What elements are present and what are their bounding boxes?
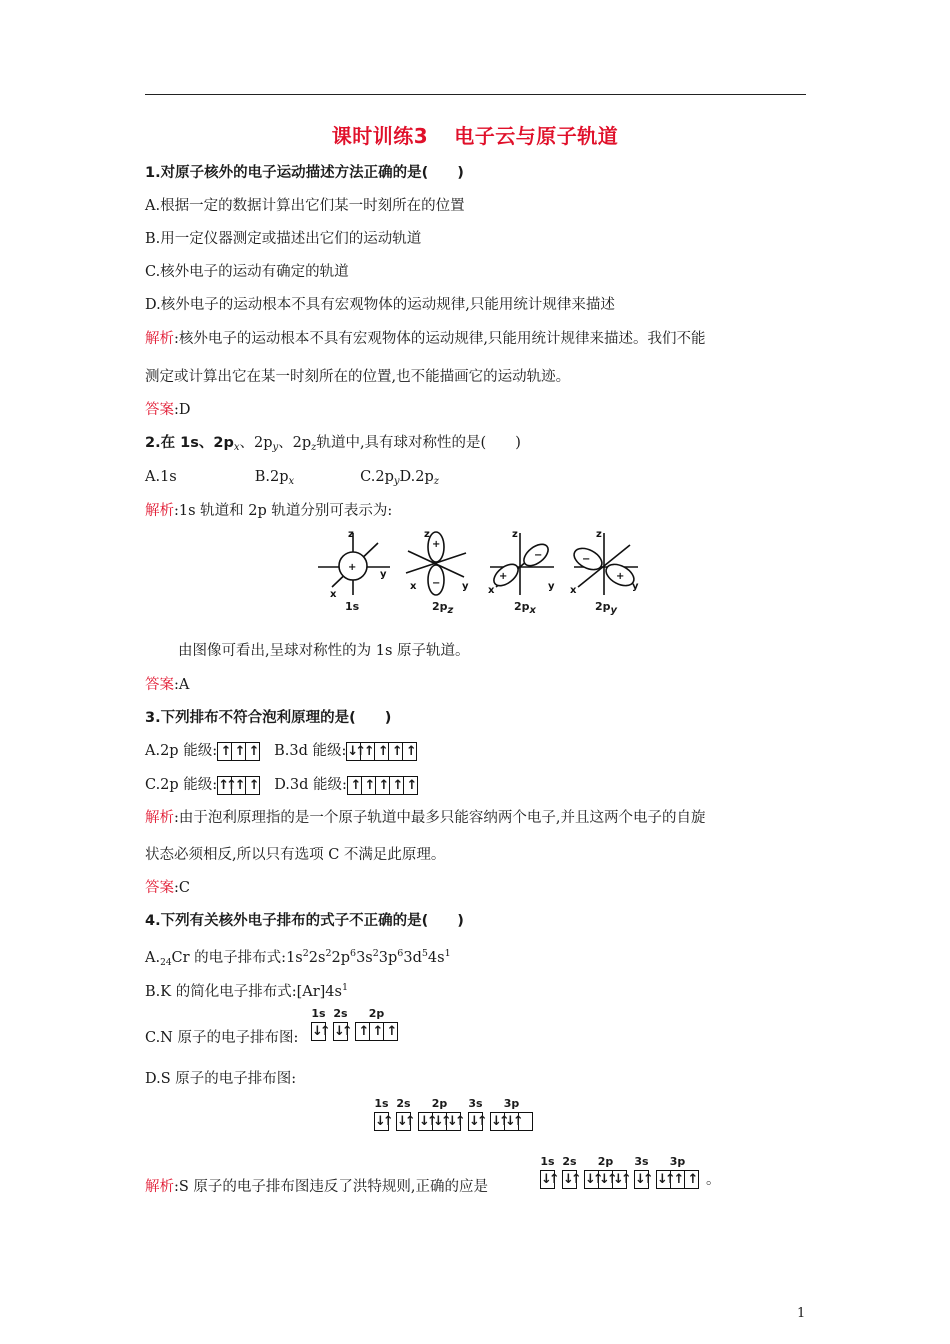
q3-options-cd — [145, 775, 418, 795]
q4-option-a: $A._{24}Cr$ 的电子排布式$:1s^22s^22p^63s^23p^63d^54s^1$ — [145, 948, 451, 968]
axis-y: y — [380, 569, 387, 580]
q3-answer: 答案:C — [145, 880, 190, 896]
axis-y: y — [462, 581, 469, 592]
q3-option-d: D.3d 能级: — [274, 777, 347, 793]
axis-y: y — [548, 581, 555, 592]
axis-x: x — [410, 581, 417, 592]
q3-boxes-b: ↓↑ ↑ ↑ ↑ ↑ — [346, 742, 417, 761]
orbital-label-2py: 2py — [595, 600, 618, 616]
q4-analysis: 解析:S 原子的电子排布图违反了洪特规则,正确的应是 — [145, 1179, 489, 1195]
q3-option-a: A.2p 能级: — [145, 743, 218, 759]
sign-plus: + — [499, 571, 508, 582]
orbital-2py — [570, 529, 639, 596]
axis-x: x — [330, 589, 337, 600]
q4-s-diagram: 1s ↓↑ 2s ↓↑ 2p ↓↑ ↓↑ ↓↑ 3s ↓↑ 3p ↓↑ ↓↑ — [374, 1097, 540, 1131]
page-number: 1 — [797, 1306, 806, 1321]
sign-plus: + — [432, 539, 441, 550]
q1-analysis: 解析:核外电子的运动根本不具有宏观物体的运动规律,只能用统计规律来描述。我们不能 — [145, 331, 706, 347]
q4-stem: 4.下列有关核外电子排布的式子不正确的是( ) — [145, 913, 464, 929]
axis-z: z — [512, 529, 518, 540]
q1-option-d: D.核外电子的运动根本不具有宏观物体的运动规律,只能用统计规律来描述 — [145, 297, 615, 313]
orbital-2pz — [406, 529, 469, 595]
sign-minus: − — [582, 554, 591, 565]
q2-option-b: B.2p — [254, 469, 289, 485]
q3-boxes-a: ↑ ↑ ↑ — [217, 742, 260, 761]
q4-analysis-end: 。 — [706, 1172, 721, 1188]
q1-stem: 1.对原子核外的电子运动描述方法正确的是( ) — [145, 165, 464, 181]
q2-option-a: A.1s — [145, 469, 177, 485]
q2-option-c: C.2p — [360, 469, 394, 485]
axis-y: y — [632, 581, 639, 592]
q4-n-diagram: 1s ↓↑ 2s ↓↑ 2p ↑ ↑ ↑ — [311, 1007, 405, 1041]
q2-note: 由图像可看出,呈球对称性的为 1s 原子轨道。 — [178, 643, 470, 659]
axis-x: x — [570, 585, 577, 596]
q2-options: A.1s $B.2p_x$ $C.2p_yD.2p_z$ — [145, 469, 440, 487]
axis-z: z — [348, 529, 354, 540]
q1-option-a: A.根据一定的数据计算出它们某一时刻所在的位置 — [145, 198, 465, 214]
q1-answer: 答案:D — [145, 402, 191, 418]
q2-analysis: 解析:1s 轨道和 2p 轨道分别可表示为: — [145, 503, 393, 519]
title-topic: 电子云与原子轨道 — [454, 124, 619, 148]
page-title — [0, 120, 950, 149]
title-lesson: 课时训练3 — [331, 124, 429, 148]
orbital-label-2pz: 2pz — [432, 600, 454, 616]
q4-option-c: C.N 原子的电子排布图: — [145, 1030, 299, 1046]
q4-s-diagram-correct: 1s ↓↑ 2s ↓↑ 2p ↓↑ ↓↑ ↓↑ 3s ↓↑ 3p ↓↑ ↑ ↑ 。 — [540, 1155, 721, 1188]
header-rule — [145, 94, 806, 95]
q2-stem: 2.在 1s、$2p_x$、$2p_y$、$2p_z$轨道中,具有球对称性的是( ) — [145, 435, 521, 453]
q1-analysis-cont: 测定或计算出它在某一时刻所在的位置,也不能描画它的运动轨迹。 — [145, 369, 571, 385]
sign-minus: − — [432, 578, 441, 589]
orbital-1s — [318, 529, 390, 600]
q3-analysis: 解析:由于泡利原理指的是一个原子轨道中最多只能容纳两个电子,并且这两个电子的自旋 — [145, 810, 706, 826]
axis-x: x — [488, 585, 495, 596]
q4-option-b: B.K 的简化电子排布式$:[Ar]4s^1$ — [145, 982, 349, 1000]
q3-option-c: C.2p 能级: — [145, 777, 218, 793]
q3-analysis-cont: 状态必须相反,所以只有选项 C 不满足此原理。 — [145, 847, 446, 863]
q4-option-d: D.S 原子的电子排布图: — [145, 1071, 297, 1087]
sign-plus: + — [616, 571, 625, 582]
orbital-label-2px: 2px — [514, 600, 536, 616]
q1-option-c: C.核外电子的运动有确定的轨道 — [145, 264, 349, 280]
q2-answer: 答案:A — [145, 677, 190, 693]
orbital-2px — [488, 529, 555, 596]
q3-option-b: B.3d 能级: — [274, 743, 347, 759]
q3-boxes-c: ↑↑ ↑ ↑ — [217, 776, 260, 795]
sign-minus: − — [534, 550, 543, 561]
q3-stem: 3.下列排布不符合泡利原理的是( ) — [145, 710, 392, 726]
sign-plus: + — [348, 562, 357, 573]
axis-z: z — [596, 529, 602, 540]
q3-boxes-d: ↑ ↑ ↑ ↑ ↑ — [347, 776, 418, 795]
q3-options-ab — [145, 741, 417, 761]
orbital-label-1s: 1s — [345, 600, 360, 613]
q2-option-d: D.2p — [399, 469, 434, 485]
axis-z: z — [424, 529, 430, 540]
q1-option-b: B.用一定仪器测定或描述出它们的运动轨道 — [145, 231, 422, 247]
